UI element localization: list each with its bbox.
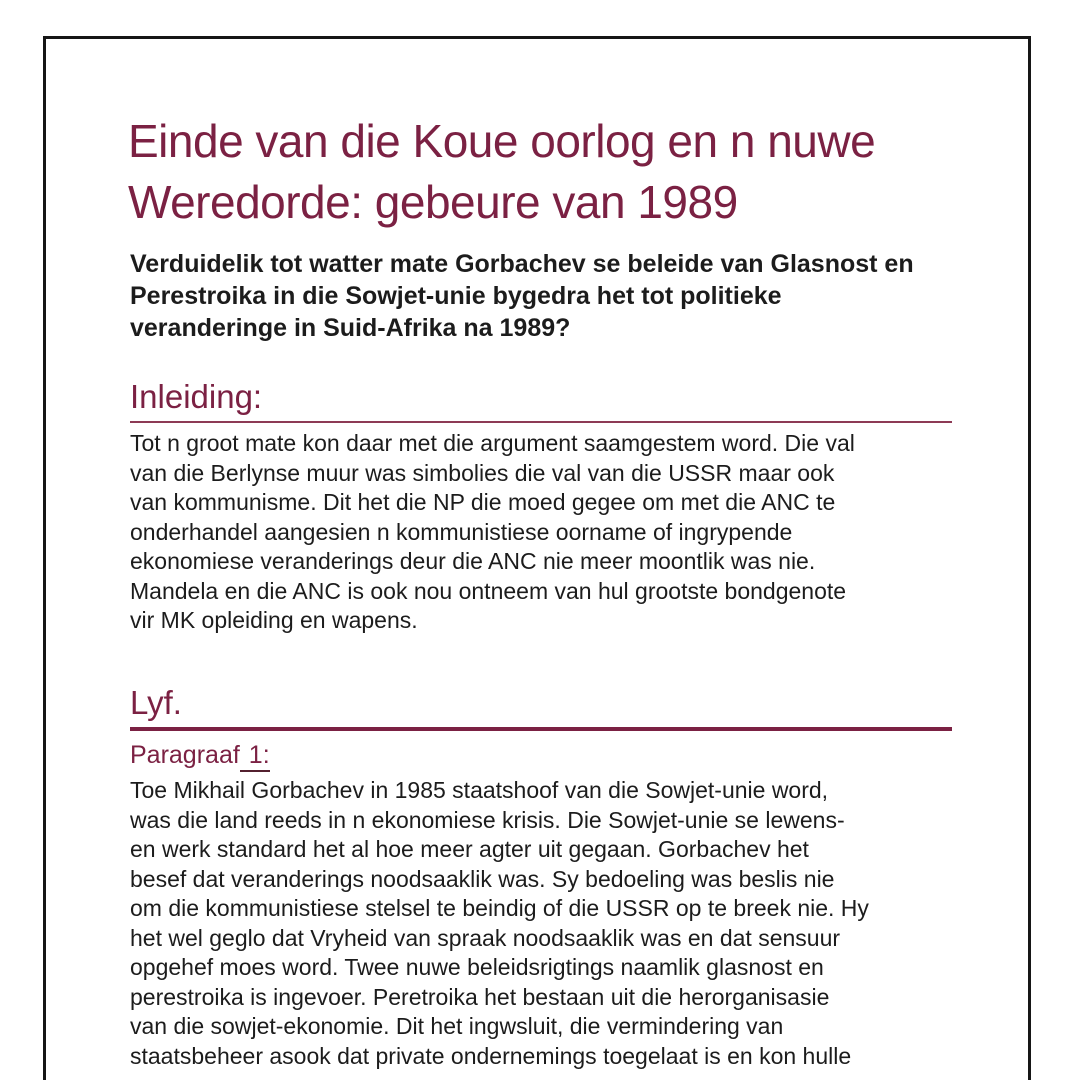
intro-paragraph [130,429,990,636]
body-paragraph-1-line: het wel geglo dat Vryheid van spraak noodsaaklik was en dat sensuur [130,924,841,951]
paragraph1-label: Paragraaf [130,741,240,769]
essay-question-line2: Perestroika in die Sowjet-unie bygedra het tot politieke [130,282,782,310]
body-paragraph-1-line: Toe Mikhail Gorbachev in 1985 staatshoof van die Sowjet-unie word, [130,777,829,803]
intro-paragraph-line: van kommunisme. Dit het die NP die moed gegee om met die ANC te [130,489,836,515]
body-paragraph-1-line: perestroika is ingevoer. Peretroika het bestaan uit die herorganisasie [130,983,830,1010]
essay-question [130,248,970,344]
body-paragraph-1 [130,776,990,1071]
essay-question-line3: veranderinge in Suid-Afrika na 1989? [130,314,571,342]
paragraph1-number: 1: [240,740,270,772]
intro-paragraph-line: ekonomiese veranderings deur die ANC nie meer moontlik was nie. [130,548,816,574]
essay-question-line1: Verduidelik tot watter mate Gorbachev se beleide van Glasnost en [130,250,914,278]
body-paragraph-1-line: en werk standard het al hoe meer agter uit gegaan. Gorbachev het [130,836,809,862]
body-paragraph-1-line: staatsbeheer asook dat private ondernemings toegelaat is en kon hulle [130,1042,852,1069]
document-title [128,111,968,233]
body-paragraph-1-line: van die sowjet-ekonomie. Dit het ingwsluit, die vermindering van [130,1013,784,1039]
intro-paragraph-line: van die Berlynse muur was simbolies die val van die USSR maar ook [130,459,835,486]
body-paragraph-1-line: om die kommunistiese stelsel te beindig of die USSR op te breek nie. Hy [130,895,869,921]
document-title-line1: Einde van die Koue oorlog en n nuwe [128,115,876,167]
intro-paragraph-line: vir MK opleiding en wapens. [130,607,418,633]
body-paragraph-1-line: opgehef moes word. Twee nuwe beleidsrigtings naamlik glasnost en [130,954,824,980]
section-heading-lyf: Lyf. [130,683,952,731]
paragraph1-subheading [130,740,270,772]
section-heading-inleiding: Inleiding: [130,377,952,423]
intro-paragraph-line: Mandela en die ANC is ook nou ontneem van hul grootste bondgenote [130,577,847,604]
intro-paragraph-line: Tot n groot mate kon daar met die argument saamgestem word. Die val [130,430,855,456]
document-title-line2: Weredorde: gebeure van 1989 [128,176,738,228]
body-paragraph-1-line: besef dat veranderings noodsaaklik was. Sy bedoeling was beslis nie [130,865,835,892]
body-paragraph-1-line: was die land reeds in n ekonomiese krisis. Die Sowjet-unie se lewens- [130,806,845,833]
intro-paragraph-line: onderhandel aangesien n kommunistiese oorname of ingrypende [130,518,793,545]
